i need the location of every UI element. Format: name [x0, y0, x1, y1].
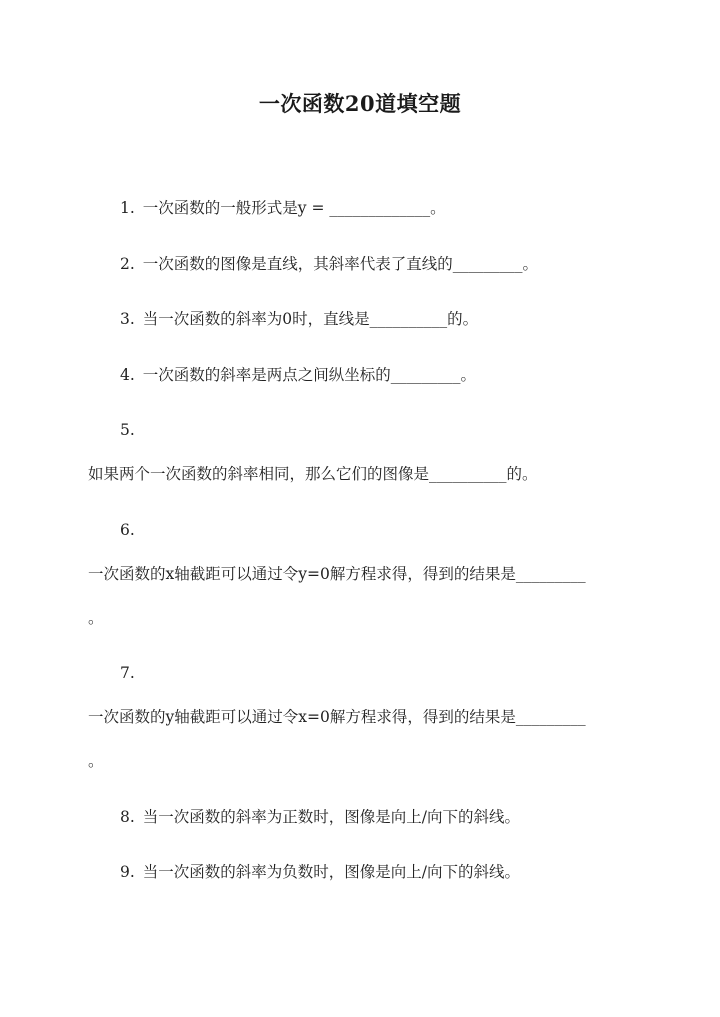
- question-text: 一次函数的斜率是两点之间纵坐标的_________。: [142, 366, 477, 384]
- question-number: 3.: [120, 310, 135, 328]
- question-5-number: 5.: [120, 421, 135, 439]
- question-9: [120, 861, 520, 883]
- question-7-text-end: 。: [88, 752, 104, 770]
- question-text: 当一次函数的斜率为0时，直线是__________的。: [142, 310, 479, 328]
- page-title: 一次函数20道填空题: [258, 91, 462, 116]
- question-text: 一次函数的图像是直线，其斜率代表了直线的_________。: [142, 255, 539, 273]
- question-text: 当一次函数的斜率为负数时，图像是向上/向下的斜线。: [142, 863, 521, 881]
- question-text: 当一次函数的斜率为正数时，图像是向上/向下的斜线。: [142, 808, 521, 826]
- question-number: 8.: [120, 808, 135, 826]
- question-7-number: 7.: [120, 664, 135, 682]
- question-text: 一次函数的一般形式是y = _____________。: [142, 199, 446, 217]
- question-6-text-end: 。: [88, 609, 104, 627]
- question-number: 2.: [120, 255, 135, 273]
- question-5-text: 如果两个一次函数的斜率相同，那么它们的图像是__________的。: [88, 465, 538, 483]
- question-number: 9.: [120, 863, 135, 881]
- question-7-text: 一次函数的y轴截距可以通过令x=0解方程求得，得到的结果是_________: [88, 708, 586, 726]
- question-3: [120, 308, 478, 330]
- question-2: [120, 253, 538, 275]
- question-8: [120, 806, 520, 828]
- question-6-text: 一次函数的x轴截距可以通过令y=0解方程求得，得到的结果是_________: [88, 565, 586, 583]
- question-number: 1.: [120, 199, 135, 217]
- question-6-number: 6.: [120, 521, 135, 539]
- question-number: 4.: [120, 366, 135, 384]
- question-4: [120, 364, 476, 386]
- question-1: [120, 197, 446, 219]
